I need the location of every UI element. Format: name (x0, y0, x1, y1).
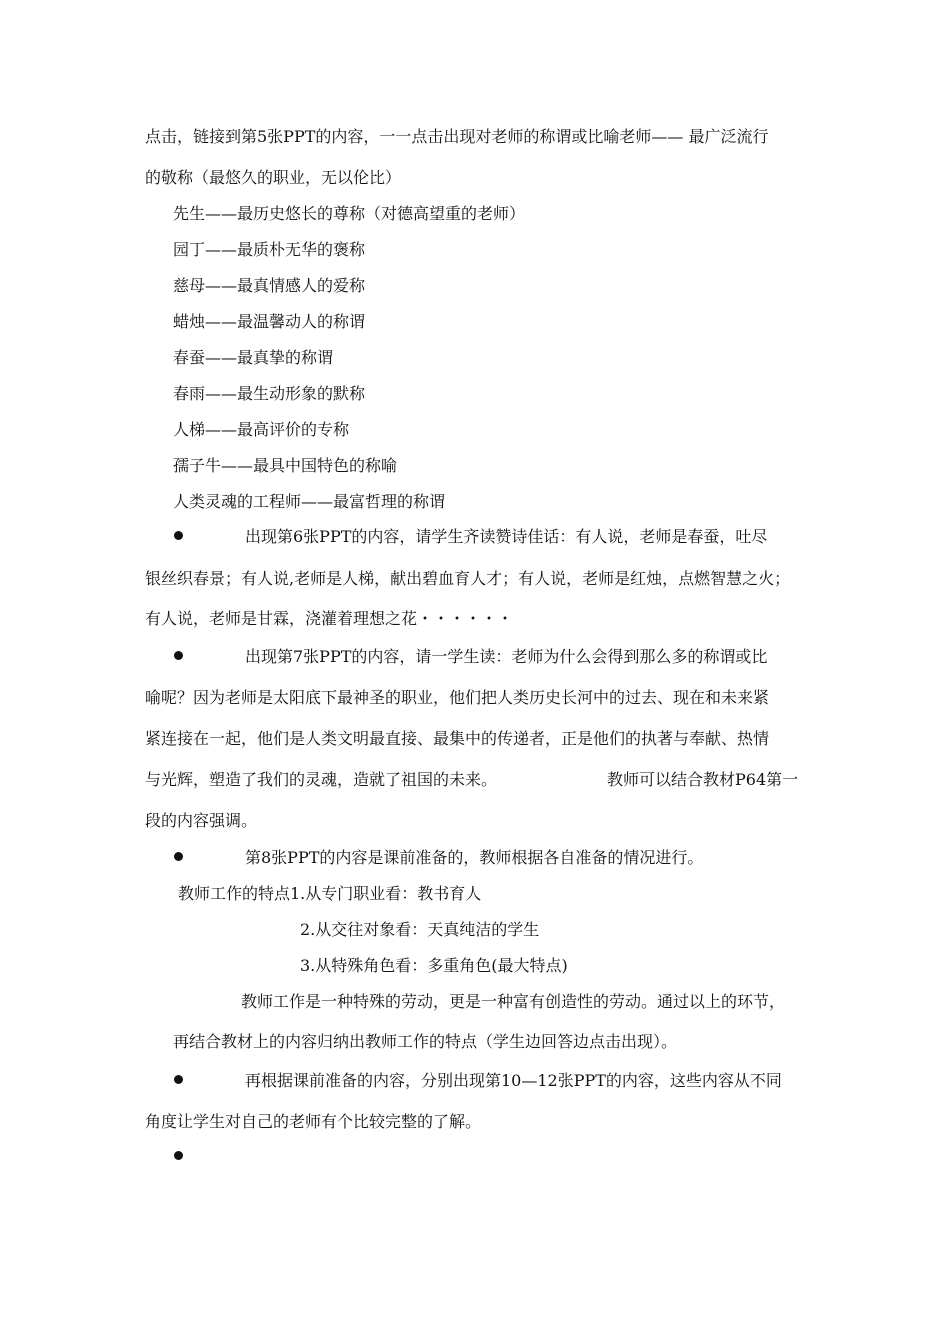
bullet-3-line-1: 第8张PPT的内容是课前准备的，教师根据各自准备的情况进行。 (245, 848, 704, 867)
title-item: 人梯——最高评价的专称 (173, 420, 350, 439)
title-item: 春雨——最生动形象的默称 (173, 384, 366, 403)
bullet-dot (174, 531, 183, 540)
bullet-2-note: 教师可以结合教材P64第一 (607, 770, 799, 789)
bullet-dot (174, 852, 183, 861)
bullet-dot (174, 1075, 183, 1084)
bullet-2-line-5: 段的内容强调。 (145, 811, 258, 830)
features-line-2: 2.从交往对象看：天真纯洁的学生 (300, 920, 540, 939)
bullet-1-line-3: 有人说，老师是甘霖，浇灌着理想之花・・・・・・ (145, 609, 514, 628)
summary-line-1: 教师工作是一种特殊的劳动，更是一种富有创造性的劳动。通过以上的环节， (241, 992, 786, 1011)
bullet-1-line-2: 银丝织春景；有人说,老师是人梯，献出碧血育人才；有人说，老师是红烛，点燃智慧之火； (145, 569, 791, 588)
intro-line-1: 点击，链接到第5张PPT的内容，一一点击出现对老师的称谓或比喻老师—— 最广泛流行 (145, 127, 769, 146)
title-item: 春蚕——最真挚的称谓 (173, 348, 334, 367)
title-item: 蜡烛——最温馨动人的称谓 (173, 312, 366, 331)
title-item: 人类灵魂的工程师——最富哲理的称谓 (173, 492, 446, 511)
bullet-dot (174, 1151, 183, 1160)
title-item: 先生——最历史悠长的尊称（对德高望重的老师） (173, 204, 526, 223)
features-line-1: 教师工作的特点1.从专门职业看：教书育人 (178, 884, 482, 903)
title-item: 慈母——最真情感人的爱称 (173, 276, 366, 295)
bullet-2-line-3: 紧连接在一起，他们是人类文明最直接、最集中的传递者，正是他们的执著与奉献、热情 (145, 729, 770, 748)
summary-line-2: 再结合教材上的内容归纳出教师工作的特点（学生边回答边点击出现）。 (173, 1032, 678, 1051)
bullet-2-line-4: 与光辉，塑造了我们的灵魂，造就了祖国的未来。 (145, 770, 498, 789)
bullet-2-line-2: 喻呢？因为老师是太阳底下最神圣的职业，他们把人类历史长河中的过去、现在和未来紧 (145, 688, 770, 707)
features-line-3: 3.从特殊角色看：多重角色(最大特点) (300, 956, 568, 975)
bullet-4-line-1: 再根据课前准备的内容，分别出现第10—12张PPT的内容，这些内容从不同 (245, 1071, 782, 1090)
title-item: 园丁——最质朴无华的褒称 (173, 240, 366, 259)
bullet-2-line-1: 出现第7张PPT的内容，请一学生读：老师为什么会得到那么多的称谓或比 (245, 647, 768, 666)
bullet-dot (174, 651, 183, 660)
bullet-4-line-2: 角度让学生对自己的老师有个比较完整的了解。 (145, 1112, 482, 1131)
title-item: 孺子牛——最具中国特色的称喻 (173, 456, 398, 475)
intro-line-2: 的敬称（最悠久的职业，无以伦比） (145, 168, 402, 187)
bullet-1-line-1: 出现第6张PPT的内容，请学生齐读赞诗佳话：有人说，老师是春蚕，吐尽 (245, 527, 768, 546)
